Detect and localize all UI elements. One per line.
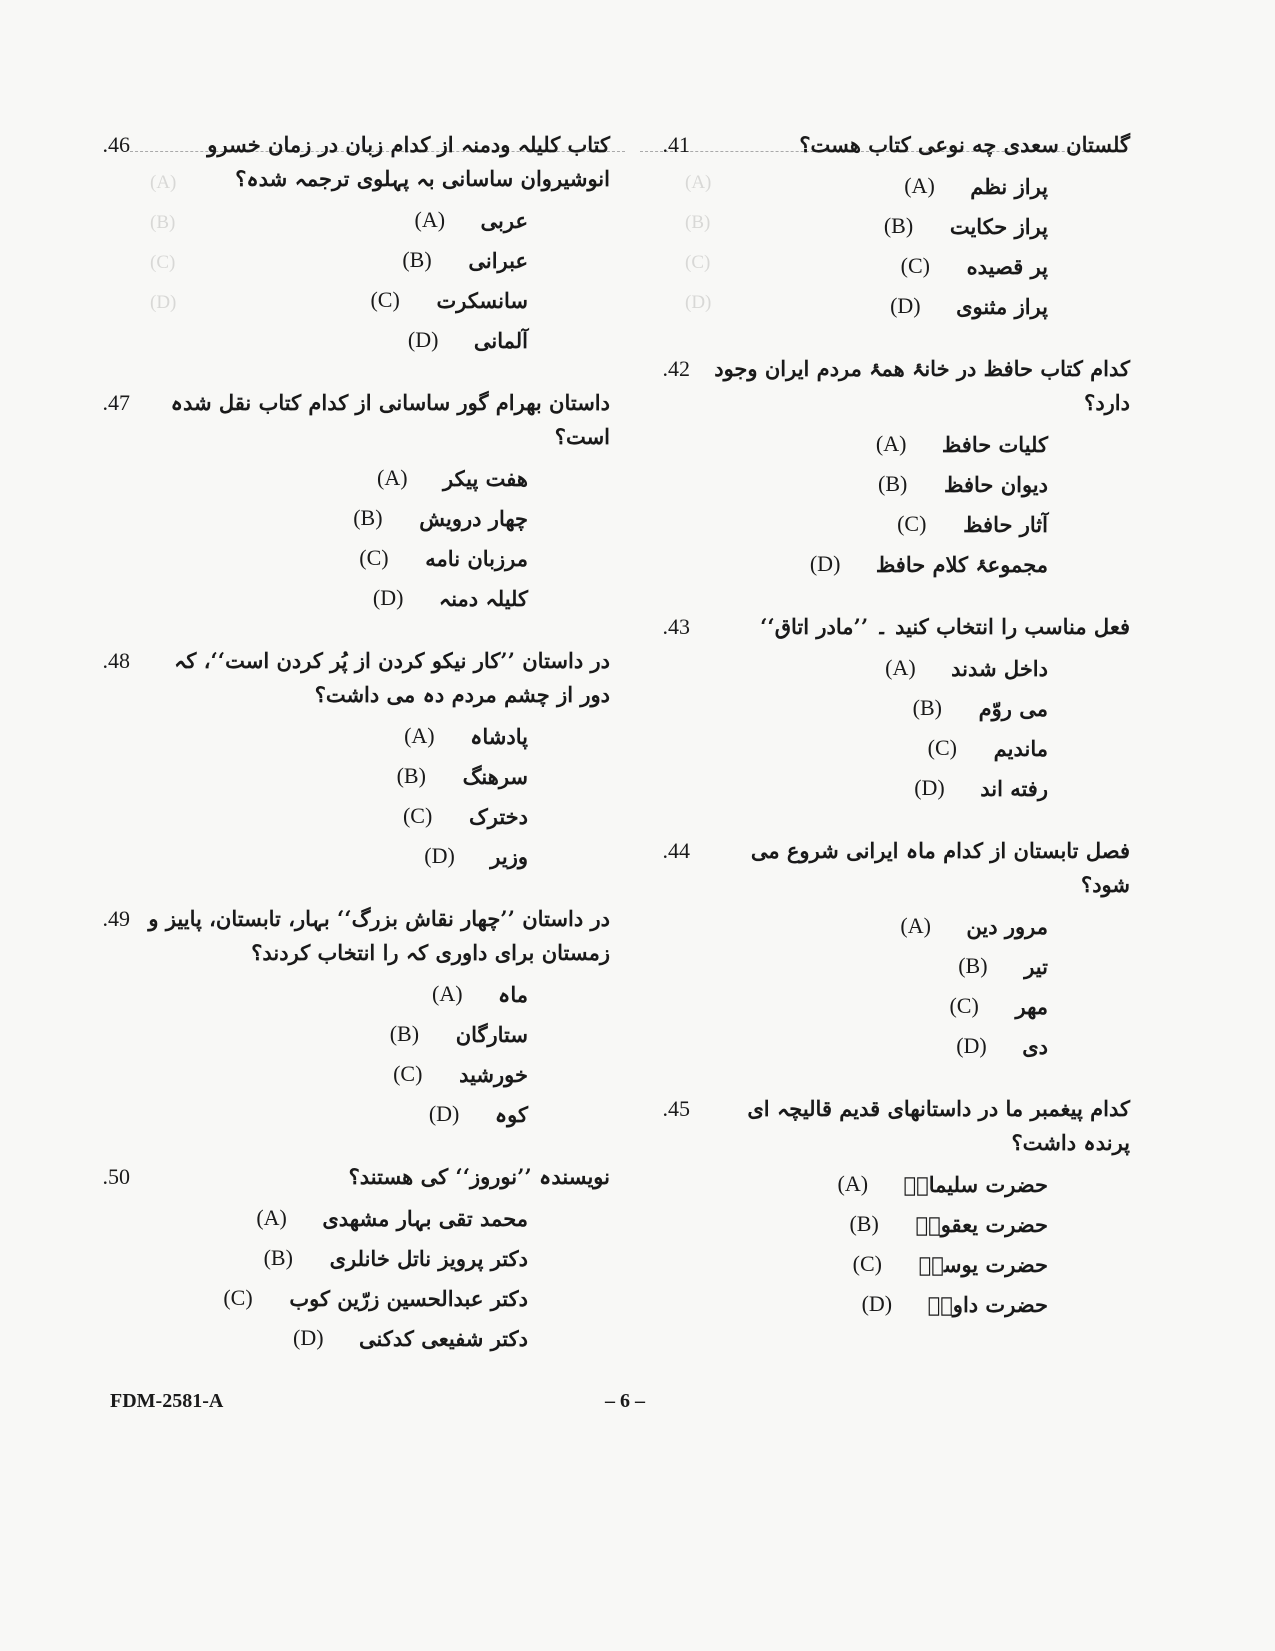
option-text: دکتر پرویز ناتل خانلری (329, 1245, 528, 1271)
question-44 (630, 834, 1130, 1066)
option-label: (D) (293, 1325, 324, 1350)
option-d (630, 768, 1048, 808)
option-b (630, 688, 1048, 728)
option-text: حضرت یوسفؑ (918, 1251, 1048, 1277)
option-label: (C) (897, 511, 927, 536)
option-b (70, 1238, 528, 1278)
bleed-through-mark: (D) (685, 292, 712, 313)
option-text: محمد تقی بہار مشھدی (322, 1205, 528, 1231)
left-column (70, 128, 610, 1384)
option-d (70, 320, 528, 360)
option-label: (D) (914, 775, 945, 800)
option-label: (D) (890, 293, 921, 318)
option-d (630, 286, 1048, 326)
question-text: داستان بھرام گور ساسانی از کدام کتاب نقل شدہ است؟ (170, 390, 610, 449)
option-label: (A) (432, 981, 463, 1006)
option-a (70, 716, 528, 756)
option-text: سانسکرت (436, 287, 528, 313)
option-text: کلیات حافظ (941, 431, 1048, 457)
question-number: .50 (102, 1164, 130, 1189)
option-c (70, 538, 528, 578)
option-b (630, 206, 1048, 246)
options-list (630, 648, 1048, 808)
question-number: .48 (102, 648, 130, 673)
option-text: مھر (1015, 993, 1048, 1019)
option-label: (A) (875, 431, 907, 456)
document-code: FDM-2581-A (110, 1390, 224, 1412)
option-text: آثار حافظ (963, 511, 1048, 537)
option-text: دخترک (468, 803, 528, 829)
option-label: (C) (949, 993, 979, 1018)
option-b (70, 240, 528, 280)
option-text: دی (1022, 1033, 1048, 1059)
option-label: (B) (389, 1021, 420, 1046)
right-column (630, 128, 1130, 1350)
option-label: (D) (424, 843, 455, 868)
option-text: سرھنگ (462, 763, 528, 789)
option-text: حضرت سلیمانؑ (903, 1171, 1048, 1197)
option-label: (A) (256, 1205, 287, 1230)
option-text: هفت پیکر (443, 465, 528, 491)
option-label: (D) (428, 1101, 460, 1126)
options-list (630, 1164, 1048, 1324)
options-list (70, 200, 528, 360)
option-label: (C) (370, 287, 400, 312)
option-text: دیوان حافظ (944, 471, 1048, 497)
bleed-through-mark: (C) (150, 252, 176, 273)
bleed-through-mark: (A) (150, 172, 177, 193)
option-label: (D) (372, 585, 404, 610)
option-text: عربی (480, 207, 528, 233)
option-c (630, 986, 1048, 1026)
option-b (630, 1204, 1048, 1244)
option-a (630, 166, 1048, 206)
question-47 (70, 386, 610, 618)
option-label: (A) (377, 465, 408, 490)
bleed-through-mark: (A) (685, 172, 712, 193)
option-c (70, 796, 528, 836)
option-text: رفته اند (980, 775, 1048, 801)
option-a (630, 1164, 1048, 1204)
option-label: (A) (404, 723, 435, 748)
option-d (630, 1284, 1048, 1324)
option-a (70, 458, 528, 498)
question-number: .49 (102, 906, 130, 931)
option-label: (B) (958, 953, 988, 978)
option-text: می روّم (978, 695, 1048, 721)
question-text: گلستان سعدی چه نوعی کتاب هست؟ (799, 132, 1130, 157)
question-number: .43 (662, 614, 690, 639)
option-a (630, 648, 1048, 688)
option-c (630, 246, 1048, 286)
option-text: مرور دین (966, 913, 1048, 939)
question-50 (70, 1160, 610, 1358)
option-label: (A) (885, 655, 916, 680)
option-d (630, 544, 1048, 584)
page-number: – 6 – (605, 1390, 645, 1412)
option-label: (C) (900, 253, 930, 278)
option-label: (A) (837, 1171, 869, 1196)
option-text: حضرت داودؑ (927, 1291, 1048, 1317)
option-c (70, 280, 528, 320)
option-c (630, 1244, 1048, 1284)
bleed-through-mark: (C) (685, 252, 711, 273)
question-text: در داستان ’’کار نیکو کردن از پُر کردن است‘‘، کہ دور از چشم مردم دہ می داشت؟ (174, 648, 610, 707)
options-list (70, 974, 528, 1134)
option-label: (C) (359, 545, 389, 570)
option-text: کلیلہ دمنہ (438, 585, 528, 611)
question-number: .45 (662, 1096, 690, 1121)
option-label: (B) (396, 763, 426, 788)
option-text: ستارگان (455, 1021, 528, 1047)
option-d (70, 1318, 528, 1358)
option-text: چهار درویش (419, 505, 528, 531)
bleed-through-mark: (D) (150, 292, 177, 313)
option-text: خورشید (459, 1061, 528, 1087)
option-text: داخل شدند (951, 655, 1048, 681)
option-c (70, 1278, 528, 1318)
option-d (70, 836, 528, 876)
option-label: (D) (407, 327, 439, 352)
option-label: (D) (809, 551, 841, 576)
question-number: .41 (662, 132, 690, 157)
question-number: .46 (102, 132, 130, 157)
option-d (630, 1026, 1048, 1066)
option-label: (B) (849, 1211, 879, 1236)
option-label: (B) (878, 471, 908, 496)
options-list (630, 166, 1048, 326)
option-d (70, 1094, 528, 1134)
option-label: (A) (900, 913, 931, 938)
option-b (70, 498, 528, 538)
option-text: کوہ (494, 1101, 528, 1127)
option-text: ماندیم (993, 735, 1048, 761)
option-b (630, 464, 1048, 504)
option-text: آلمانی (473, 327, 528, 353)
option-label: (B) (883, 213, 914, 238)
option-label: (B) (912, 695, 942, 720)
option-text: پراز نظم (970, 173, 1048, 199)
option-text: مرزبان نامه (425, 545, 528, 571)
option-label: (B) (263, 1245, 293, 1270)
option-text: پر قصیده (966, 253, 1048, 279)
question-text: فعل مناسب را انتخاب کنید ۔ ’’مادر اتاق‘‘ (760, 614, 1130, 639)
option-label: (D) (861, 1291, 893, 1316)
bleed-through-mark: (B) (685, 212, 711, 233)
option-text: پراز حکایت (949, 213, 1048, 239)
question-48 (70, 644, 610, 876)
option-label: (D) (956, 1033, 987, 1058)
options-list (70, 1198, 528, 1358)
option-a (630, 424, 1048, 464)
question-text: کتاب کلیلہ ودمنہ از کدام زبان در زمان خسرو انوشیروان ساسانی بہ پہلوی ترجمہ شدہ؟ (207, 132, 610, 191)
option-label: (C) (852, 1251, 882, 1276)
question-text: نویسندہ ’’نوروز‘‘ کی هستند؟ (348, 1164, 610, 1189)
options-list (70, 716, 528, 876)
option-a (70, 1198, 528, 1238)
option-label: (A) (414, 207, 446, 232)
option-text: عبرانی (468, 247, 528, 273)
option-label: (B) (402, 247, 432, 272)
option-c (70, 1054, 528, 1094)
option-label: (C) (393, 1061, 423, 1086)
question-46 (70, 128, 610, 360)
option-b (70, 1014, 528, 1054)
option-label: (B) (353, 505, 383, 530)
options-list (70, 458, 528, 618)
options-list (630, 906, 1048, 1066)
question-number: .44 (662, 838, 690, 863)
question-number: .42 (662, 356, 690, 381)
option-label: (C) (223, 1285, 253, 1310)
option-a (630, 906, 1048, 946)
question-42 (630, 352, 1130, 584)
option-text: تیر (1024, 953, 1048, 979)
option-text: مجموعۂ کلام حافظ (875, 551, 1048, 577)
option-b (70, 756, 528, 796)
option-text: دکتر شفیعی کدکنی (359, 1325, 528, 1351)
option-b (630, 946, 1048, 986)
option-a (70, 974, 528, 1014)
question-text: کدام کتاب حافظ در خانۂ همۂ مردم ایران وجود دارد؟ (714, 356, 1130, 415)
option-c (630, 728, 1048, 768)
question-41 (630, 128, 1130, 326)
option-c (630, 504, 1048, 544)
option-text: ماہ (498, 981, 528, 1007)
option-text: حضرت یعقوبؑ (915, 1211, 1048, 1237)
option-a (70, 200, 528, 240)
option-text: وزیر (490, 843, 528, 869)
question-43 (630, 610, 1130, 808)
question-45 (630, 1092, 1130, 1324)
option-text: پراز مثنوی (956, 293, 1048, 319)
question-number: .47 (102, 390, 130, 415)
options-list (630, 424, 1048, 584)
question-text: کدام پیغمبر ما در داستانهای قدیم قالیچہ ای پرندہ داشت؟ (747, 1096, 1130, 1155)
option-label: (A) (904, 173, 935, 198)
bleed-through-mark: (B) (150, 212, 176, 233)
option-label: (C) (402, 803, 433, 828)
option-label: (C) (927, 735, 957, 760)
option-d (70, 578, 528, 618)
question-text: در داستان ’’چھار نقاش بزرگ‘‘ بہار، تابستان، پاییز و زمستان برای داوری کہ را انتخاب کردند؟ (148, 906, 610, 965)
question-49 (70, 902, 610, 1134)
question-text: فصل تابستان از کدام ماہ ایرانی شروع می شود؟ (750, 838, 1130, 897)
option-text: دکتر عبدالحسین زرّین کوب (289, 1285, 528, 1311)
option-text: پادشاہ (470, 723, 528, 749)
